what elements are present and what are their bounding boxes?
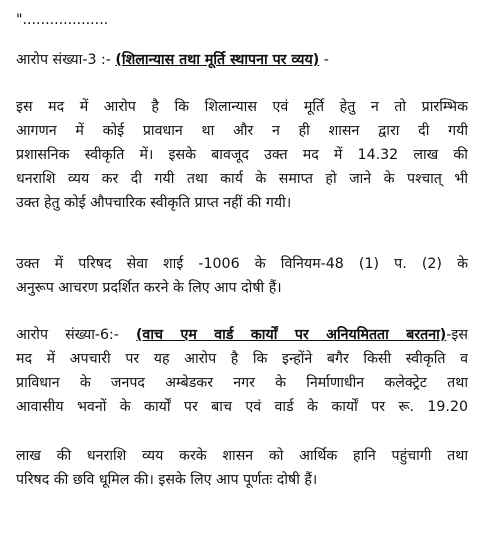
- paragraph-1-line: इस मद में आरोप है कि शिलान्यास एवं मूर्ति हेतु न तो प्रारम्भिक: [16, 99, 468, 115]
- charge-6-block: [16, 323, 468, 419]
- charge-3-title: (शिलान्यास तथा मूर्ति स्थापना पर व्यय): [115, 52, 320, 68]
- paragraph-2-line: अनुरूप आचरण प्रदर्शित करने के लिए आप दोषी हैं।: [16, 280, 282, 296]
- paragraph-3-line: आवासीय भवनों के कार्यों पर बाच एवं वार्ड के कार्यों पर रू. 19.20: [16, 399, 468, 415]
- paragraph-1-line: धनराशि व्यय कर दी गयी तथा कार्य के समाप्त हो जाने के पश्चात् भी: [16, 171, 468, 187]
- charge-6-title: (वाच एम वार्ड कार्यों पर अनियमितता बरतना): [135, 327, 447, 343]
- paragraph-1-line: प्रशासनिक स्वीकृति में। इसके बावजूद उक्त मद में 14.32 लाख की: [16, 147, 468, 163]
- paragraph-4-line: परिषद की छवि धूमिल की। इसके लिए आप पूर्णतः दोषी हैं।: [16, 472, 318, 488]
- charge-3-heading-line: [16, 48, 468, 72]
- opening-quote: [16, 8, 468, 32]
- charge-6-label: आरोप संख्या-6:-: [16, 327, 136, 343]
- paragraph-1-line: उक्त हेतु कोई औपचारिक स्वीकृति प्राप्त नहीं की गयी।: [16, 195, 292, 211]
- paragraph-3-line: प्राविधान के जनपद अम्बेडकर नगर के निर्माणाधीन कलेक्ट्रेट तथा: [16, 375, 468, 391]
- charge-3-suffix: -: [319, 52, 329, 68]
- paragraph-1: [16, 95, 468, 215]
- paragraph-3-line: मद में अपचारी पर यह आरोप है कि इन्होंने बगैर किसी स्वीकृति व: [16, 351, 468, 367]
- charge-3-label: आरोप संख्या-3 :-: [16, 52, 116, 68]
- paragraph-4-line: लाख की धनराशि व्यय करके शासन को आर्थिक हानि पहुंचागी तथा: [16, 448, 468, 464]
- charge-6-heading-line: [16, 323, 468, 347]
- paragraph-2-line: उक्त में परिषद सेवा शाई -1006 के विनियम-48 (1) प. (2) के: [16, 256, 468, 272]
- paragraph-1-line: आगणन में कोई प्रावधान था और न ही शासन द्वारा दी गयी: [16, 123, 468, 139]
- opening-quote-text: "...................: [16, 12, 109, 28]
- charge-3-heading: [16, 48, 468, 72]
- paragraph-4: [16, 444, 468, 492]
- paragraph-2: [16, 252, 468, 300]
- charge-6-suffix: -इस: [446, 327, 468, 343]
